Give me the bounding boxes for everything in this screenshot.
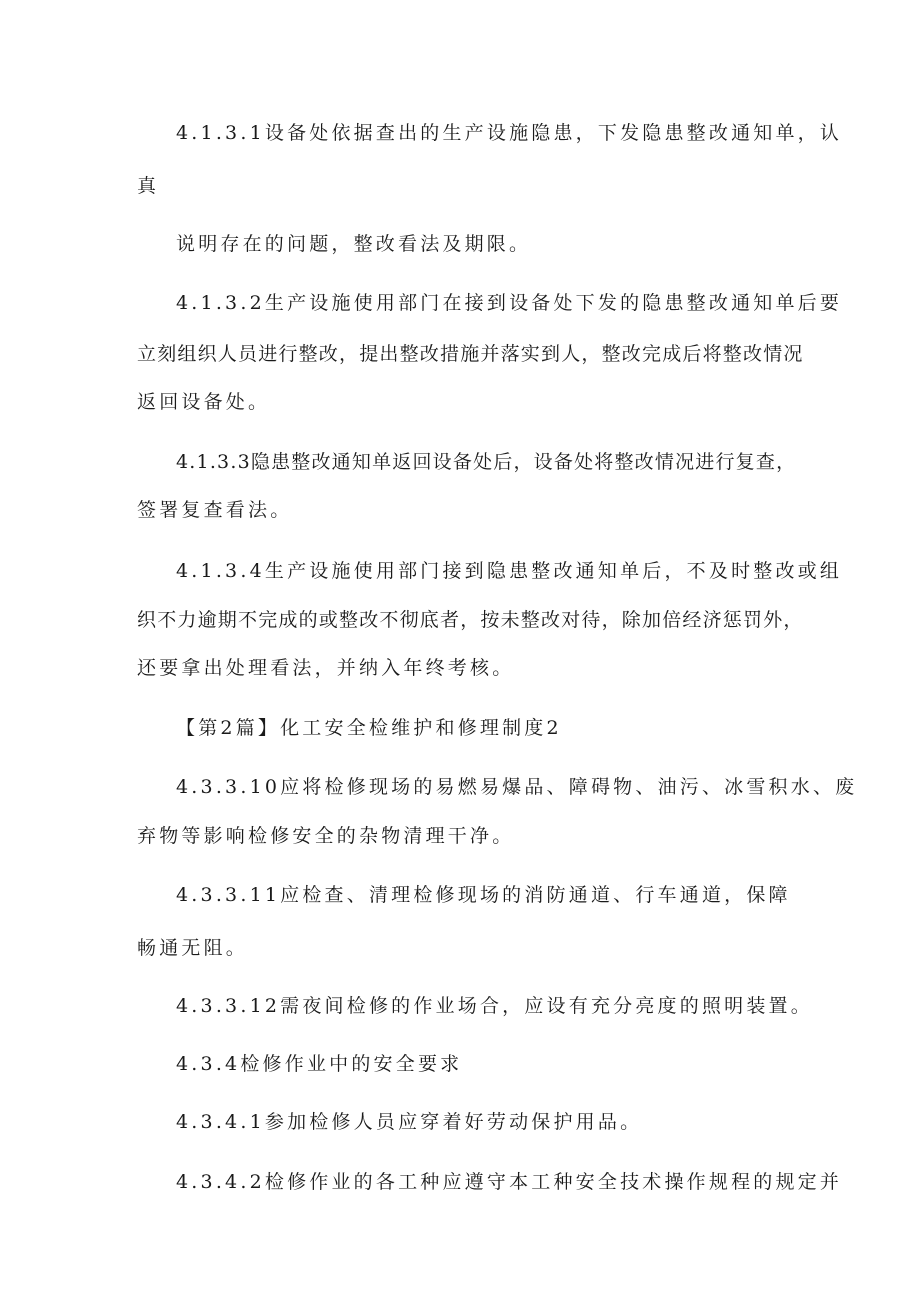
paragraph-4-3-4-1: 4.3.4.1参加检修人员应穿着好劳动保护用品。 <box>176 1111 643 1133</box>
paragraph-4-1-3-3-line-1: 4.1.3.3隐患整改通知单返回设备处后，设备处将整改情况进行复查， <box>176 451 797 473</box>
paragraph-4-3-3-10-line-1: 4.3.3.10应将检修现场的易燃易爆品、障碍物、油污、冰雪积水、废 <box>176 776 858 798</box>
paragraph-4-1-3-1-line-1: 4.1.3.1设备处依据查出的生产设施隐患，下发隐患整改通知单，认 <box>176 122 843 144</box>
section-heading: 【第2篇】化工安全检维护和修理制度2 <box>176 717 562 739</box>
paragraph-4-1-3-2-line-2: 立刻组织人员进行整改，提出整改措施并落实到人，整改完成后将整改情况 <box>137 343 804 365</box>
paragraph-4-1-3-3-line-2: 签署复查看法。 <box>137 499 293 521</box>
paragraph-4-1-3-4-line-3: 还要拿出处理看法，并纳入年终考核。 <box>137 657 515 679</box>
paragraph-4-3-3-12: 4.3.3.12需夜间检修的作业场合，应设有充分亮度的照明装置。 <box>176 995 813 1017</box>
paragraph-4-3-3-11-line-2: 畅通无阻。 <box>137 937 249 959</box>
paragraph-4-1-3-1-line-2: 真 <box>137 175 160 197</box>
paragraph-4-1-3-4-line-2: 织不力逾期不完成的或整改不彻底者，按未整改对待，除加倍经济惩罚外， <box>137 609 804 631</box>
heading-4-3-4: 4.3.4检修作业中的安全要求 <box>176 1053 463 1075</box>
paragraph-4-1-3-4-line-1: 4.1.3.4生产设施使用部门接到隐患整改通知单后，不及时整改或组 <box>176 560 843 582</box>
paragraph-4-3-4-2: 4.3.4.2检修作业的各工种应遵守本工种安全技术操作规程的规定并 <box>176 1171 843 1193</box>
paragraph-4-3-3-10-line-2: 弃物等影响检修安全的杂物清理干净。 <box>137 825 515 847</box>
paragraph-4-1-3-2-line-3: 返回设备处。 <box>137 391 271 413</box>
paragraph-4-1-3-2-line-1: 4.1.3.2生产设施使用部门在接到设备处下发的隐患整改通知单后要 <box>176 292 843 314</box>
paragraph-4-1-3-1-line-3: 说明存在的问题，整改看法及期限。 <box>176 233 532 255</box>
paragraph-4-3-3-11-line-1: 4.3.3.11应检查、清理检修现场的消防通道、行车通道，保障 <box>176 884 791 906</box>
